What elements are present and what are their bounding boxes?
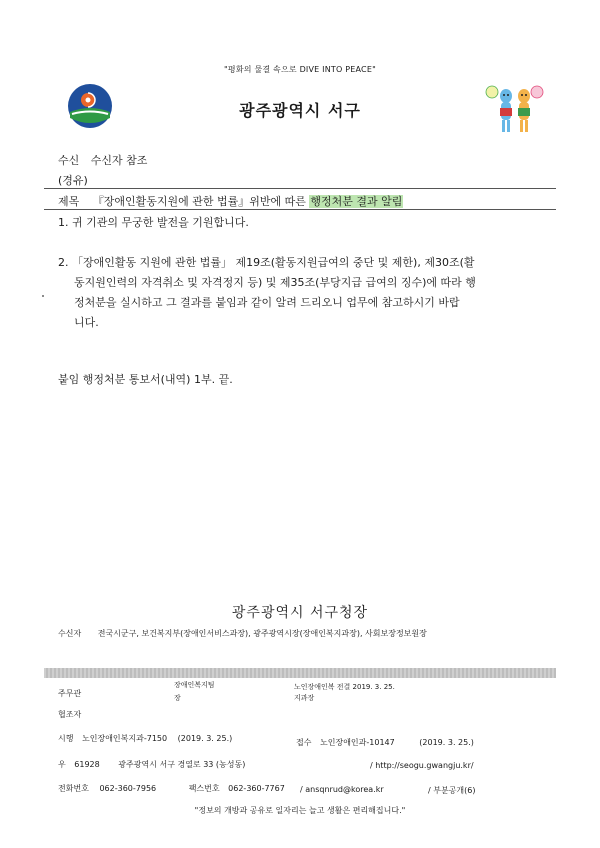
footer-separator-bar — [44, 668, 556, 678]
paragraph-2-line-4: 니다. — [74, 316, 99, 329]
mascot-characters-icon — [484, 80, 546, 138]
cc-value: 전국시군구, 보건복지부(장애인서비스과장), 광주광역시장(장애인복지과장), 사회보장정보원장 — [97, 629, 427, 638]
reviewer-line-2: 장 — [174, 694, 181, 702]
subject-top-rule — [44, 188, 556, 189]
document-title: 광주광역시 서구 — [239, 101, 361, 120]
address-value: 광주광역시 서구 경열로 33 (농성동) — [118, 760, 246, 769]
paragraph-2 — [58, 253, 558, 333]
receipt-row — [296, 737, 474, 748]
phone-label: 전화번호 — [58, 784, 89, 793]
zip-value: 61928 — [74, 760, 100, 769]
recipient-label: 수신 — [58, 154, 80, 167]
cooperator-label: 협조자 — [58, 710, 82, 719]
email-link[interactable]: / ansqnrud@korea.kr — [300, 785, 384, 794]
exec-date: (2019. 3. 25.) — [177, 734, 233, 743]
subject-bottom-rule — [44, 209, 556, 210]
fax-label: 팩스번호 — [188, 784, 220, 793]
subject-highlight: 행정처분 결과 알림 — [310, 195, 403, 208]
disclosure-label: / 부분공개(6) — [428, 786, 476, 795]
attachment-line: 붙임 행정처분 통보서(내역) 1부. 끝. — [58, 373, 233, 386]
subject-prefix: 『장애인활동지원에 관한 법률』위반에 따른 — [92, 195, 310, 208]
paragraph-2-line-2: 동지원인력의 자격취소 및 자격정지 등) 및 제35조(부당지급 급여의 징수)에 따라 행 — [74, 276, 476, 289]
cc-label: 수신자 — [58, 629, 82, 638]
exec-value: 노인장애인복지과-7150 — [82, 734, 168, 743]
subject-row — [58, 193, 403, 209]
approver-block — [294, 682, 395, 703]
phone-value: 062-360-7956 — [99, 784, 157, 793]
fax-value: 062-360-7767 — [228, 784, 285, 793]
paragraph-2-line-1: 2. 「장애인활동 지원에 관한 법률」 제19조(활동지원급여의 중단 및 제한), 제30조(활 — [58, 256, 475, 269]
subject-label: 제목 — [58, 195, 80, 208]
motto: "정보의 개방과 공유로 일자리는 늘고 생활은 편리해집니다." — [194, 806, 406, 815]
recipient-row — [58, 152, 147, 168]
approver-line-2: 지과장 — [294, 694, 315, 702]
receipt-label: 접수 — [296, 738, 312, 747]
address-row — [58, 759, 245, 770]
issuer-signature: 광주광역시 서구청장 — [231, 605, 369, 621]
reviewer-block — [174, 680, 215, 703]
reviewer-line-1: 장애인복지팀 — [174, 681, 215, 689]
contact-row — [58, 783, 285, 794]
approver-line-1: 노인장애인복 전결 2019. 3. 25. — [294, 683, 395, 691]
paragraph-2-line-3: 정처분을 실시하고 그 결과를 붙임과 같이 알려 드리오니 업무에 참고하시기 바랍 — [74, 296, 460, 309]
exec-row — [58, 733, 232, 744]
margin-mark — [42, 295, 44, 297]
zip-label: 우 — [58, 760, 66, 769]
cc-row — [58, 628, 427, 639]
website-link[interactable]: / http://seogu.gwangju.kr/ — [370, 761, 474, 770]
exec-label: 시행 — [58, 734, 74, 743]
receipt-date: (2019. 3. 25.) — [419, 738, 474, 747]
recipient-value: 수신자 참조 — [90, 154, 148, 167]
via-row: (경유) — [58, 174, 88, 187]
slogan: "평화의 물결 속으로 DIVE INTO PEACE" — [224, 65, 376, 74]
drafter-label: 주무관 — [58, 689, 82, 698]
receipt-value: 노인장애인과-10147 — [320, 738, 395, 747]
paragraph-1: 1. 귀 기관의 무궁한 발전을 기원합니다. — [58, 216, 249, 229]
